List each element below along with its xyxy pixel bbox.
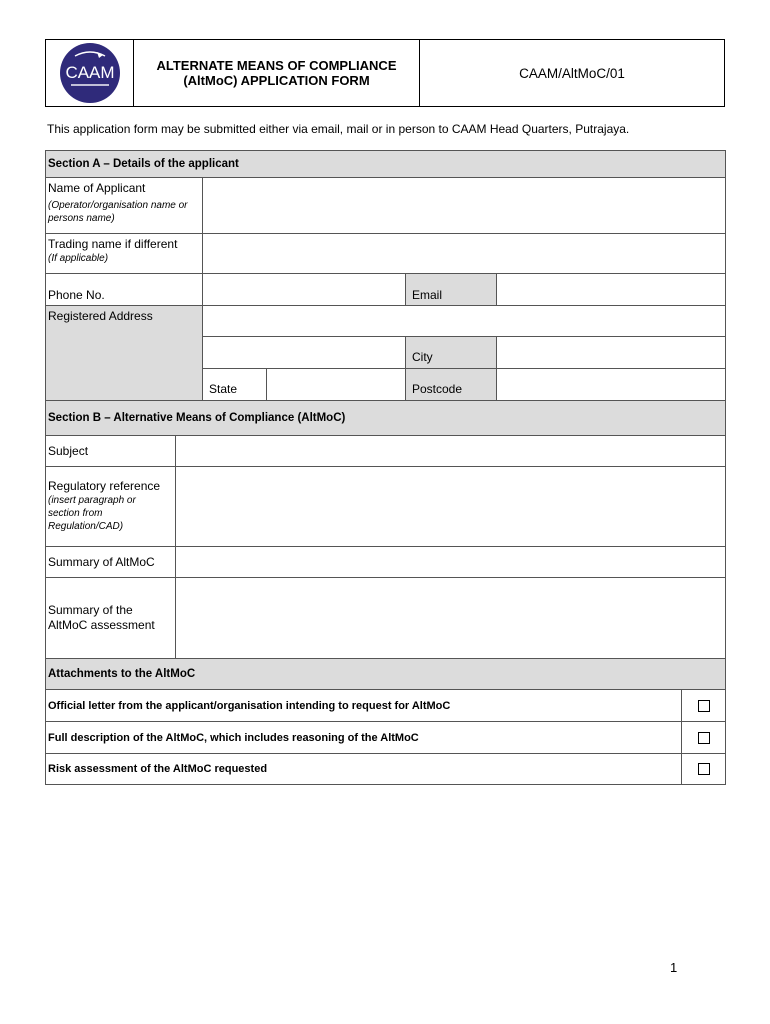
address-line2-row xyxy=(203,337,725,369)
phone-input-field[interactable] xyxy=(203,274,406,305)
row-trading-name xyxy=(45,234,726,274)
postcode-label: Postcode xyxy=(406,369,497,400)
trading-input-field[interactable] xyxy=(203,234,725,273)
address-line3-row xyxy=(203,369,725,400)
state-label: State xyxy=(203,369,267,400)
address-label-cell xyxy=(46,306,203,400)
row-phone-email xyxy=(45,274,726,306)
state-input-field[interactable] xyxy=(267,369,406,400)
trading-label: Trading name if different xyxy=(48,237,178,251)
attachment-checkbox[interactable] xyxy=(698,763,710,775)
postcode-input-field[interactable] xyxy=(497,369,725,400)
city-label: City xyxy=(406,337,497,368)
caam-logo xyxy=(46,40,134,106)
attachment-checkbox-cell xyxy=(682,754,725,784)
section-b-title: Section B – Alternative Means of Compliance (AltMoC) xyxy=(46,401,725,435)
attachment-checkbox-cell xyxy=(682,722,725,753)
city-input-field[interactable] xyxy=(497,337,725,368)
row-registered-address xyxy=(45,306,726,401)
reg-input-field[interactable] xyxy=(176,467,725,546)
logo-text: CAAM xyxy=(64,63,115,82)
section-a-title: Section A – Details of the applicant xyxy=(46,151,725,177)
assessment-label: Summary of the AltMoC assessment xyxy=(48,603,155,632)
attachment-row xyxy=(45,722,726,754)
form-code: CAAM/AltMoC/01 xyxy=(519,65,625,81)
reg-label-cell xyxy=(46,467,176,546)
assessment-label-cell xyxy=(46,578,176,658)
attachments-header xyxy=(45,659,726,690)
attachment-label: Full description of the AltMoC, which includes reasoning of the AltMoC xyxy=(46,722,682,753)
name-label-cell xyxy=(46,178,203,233)
page-number: 1 xyxy=(670,960,678,975)
form-title-line2: (AltMoC) APPLICATION FORM xyxy=(183,73,370,88)
name-label: Name of Applicant xyxy=(48,181,146,195)
address-label: Registered Address xyxy=(48,309,153,323)
address-line1-field[interactable] xyxy=(203,306,725,337)
section-a-header xyxy=(45,150,726,178)
phone-label: Phone No. xyxy=(46,274,203,305)
reg-hint: (insert paragraph or section from Regulation/CAD) xyxy=(48,495,136,532)
subject-label: Subject xyxy=(46,436,176,466)
address-line2-field[interactable] xyxy=(203,337,406,368)
row-name-of-applicant xyxy=(45,178,726,234)
section-b-header xyxy=(45,401,726,436)
attachments-title: Attachments to the AltMoC xyxy=(46,659,725,689)
reg-label: Regulatory reference xyxy=(48,479,161,493)
row-regulatory-reference xyxy=(45,467,726,547)
summary-input-field[interactable] xyxy=(176,547,725,577)
subject-input-field[interactable] xyxy=(176,436,725,466)
caam-logo-icon xyxy=(57,42,123,104)
row-summary-altmoc xyxy=(45,547,726,578)
attachment-label: Risk assessment of the AltMoC requested xyxy=(46,754,682,784)
form-title xyxy=(134,40,420,106)
email-input-field[interactable] xyxy=(497,274,725,305)
row-summary-assessment xyxy=(45,578,726,659)
attachment-label: Official letter from the applicant/organisation intending to request for AltMoC xyxy=(46,690,682,721)
attachment-checkbox-cell xyxy=(682,690,725,721)
address-fields xyxy=(203,306,725,400)
form-table xyxy=(45,150,726,785)
summary-label: Summary of AltMoC xyxy=(46,547,176,577)
form-header xyxy=(45,39,725,107)
attachment-row xyxy=(45,754,726,785)
attachment-checkbox[interactable] xyxy=(698,732,710,744)
intro-text: This application form may be submitted either via email, mail or in person to CAAM Head Quarters, Putrajaya. xyxy=(47,122,630,136)
assessment-input-field[interactable] xyxy=(176,578,725,658)
attachment-checkbox[interactable] xyxy=(698,700,710,712)
name-hint: (Operator/organisation name or persons name) xyxy=(48,200,188,224)
trading-label-cell xyxy=(46,234,203,273)
attachment-row xyxy=(45,690,726,722)
row-subject xyxy=(45,436,726,467)
name-input-field[interactable] xyxy=(203,178,725,233)
trading-hint: (If applicable) xyxy=(48,253,109,264)
form-title-line1: ALTERNATE MEANS OF COMPLIANCE xyxy=(156,58,397,73)
email-label: Email xyxy=(406,274,497,305)
